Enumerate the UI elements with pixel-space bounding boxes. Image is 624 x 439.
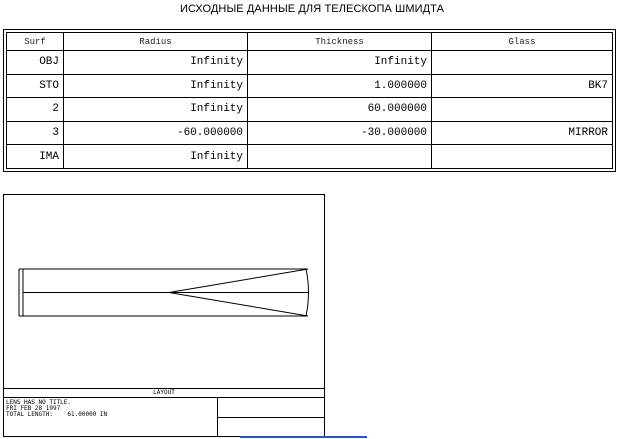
cell-radius[interactable]: -60.000000 xyxy=(64,121,248,145)
optical-layout-drawing xyxy=(4,195,324,388)
ray-upper xyxy=(169,269,308,293)
cell-glass[interactable] xyxy=(432,51,613,75)
cell-glass[interactable] xyxy=(432,145,613,169)
total-length-line: TOTAL LENGTH: 61.00000 IN xyxy=(6,411,108,418)
link-underline[interactable] xyxy=(240,436,367,438)
cell-glass[interactable]: BK7 xyxy=(432,74,613,98)
cell-surf[interactable]: 3 xyxy=(7,121,64,145)
column-header-surf[interactable]: Surf xyxy=(7,33,64,51)
cell-thickness[interactable] xyxy=(248,145,432,169)
cell-radius[interactable]: Infinity xyxy=(64,98,248,122)
cell-glass[interactable]: MIRROR xyxy=(432,121,613,145)
ray-lower xyxy=(169,293,308,317)
table-row xyxy=(7,145,613,169)
lens-title-line: LENS HAS NO TITLE. xyxy=(6,399,72,406)
cell-surf[interactable]: OBJ xyxy=(7,51,64,75)
cell-radius[interactable]: Infinity xyxy=(64,51,248,75)
table-row xyxy=(7,98,613,122)
table-header-row xyxy=(7,33,613,51)
cell-surf[interactable]: STO xyxy=(7,74,64,98)
cell-surf[interactable]: IMA xyxy=(7,145,64,169)
layout-footer xyxy=(4,388,324,437)
footer-divider-horizontal xyxy=(217,417,324,418)
table-row xyxy=(7,121,613,145)
cell-radius[interactable]: Infinity xyxy=(64,145,248,169)
table-row xyxy=(7,51,613,75)
cell-thickness[interactable]: 60.000000 xyxy=(248,98,432,122)
cell-thickness[interactable]: -30.000000 xyxy=(248,121,432,145)
lens-data-table xyxy=(6,32,613,169)
column-header-radius[interactable]: Radius xyxy=(64,33,248,51)
date-line: FRI FEB 28 1997 xyxy=(6,405,61,412)
cell-glass[interactable] xyxy=(432,98,613,122)
cell-thickness[interactable]: 1.000000 xyxy=(248,74,432,98)
layout-label: LAYOUT xyxy=(4,389,324,398)
cell-surf[interactable]: 2 xyxy=(7,98,64,122)
layout-info xyxy=(6,400,216,418)
table-row xyxy=(7,74,613,98)
page-title: ИСХОДНЫЕ ДАННЫЕ ДЛЯ ТЕЛЕСКОПА ШМИДТА xyxy=(179,3,445,15)
column-header-glass[interactable]: Glass xyxy=(432,33,613,51)
layout-plot-panel xyxy=(3,194,325,437)
cell-thickness[interactable]: Infinity xyxy=(248,51,432,75)
lens-data-table-frame xyxy=(3,29,616,172)
cell-radius[interactable]: Infinity xyxy=(64,74,248,98)
column-header-thickness[interactable]: Thickness xyxy=(248,33,432,51)
